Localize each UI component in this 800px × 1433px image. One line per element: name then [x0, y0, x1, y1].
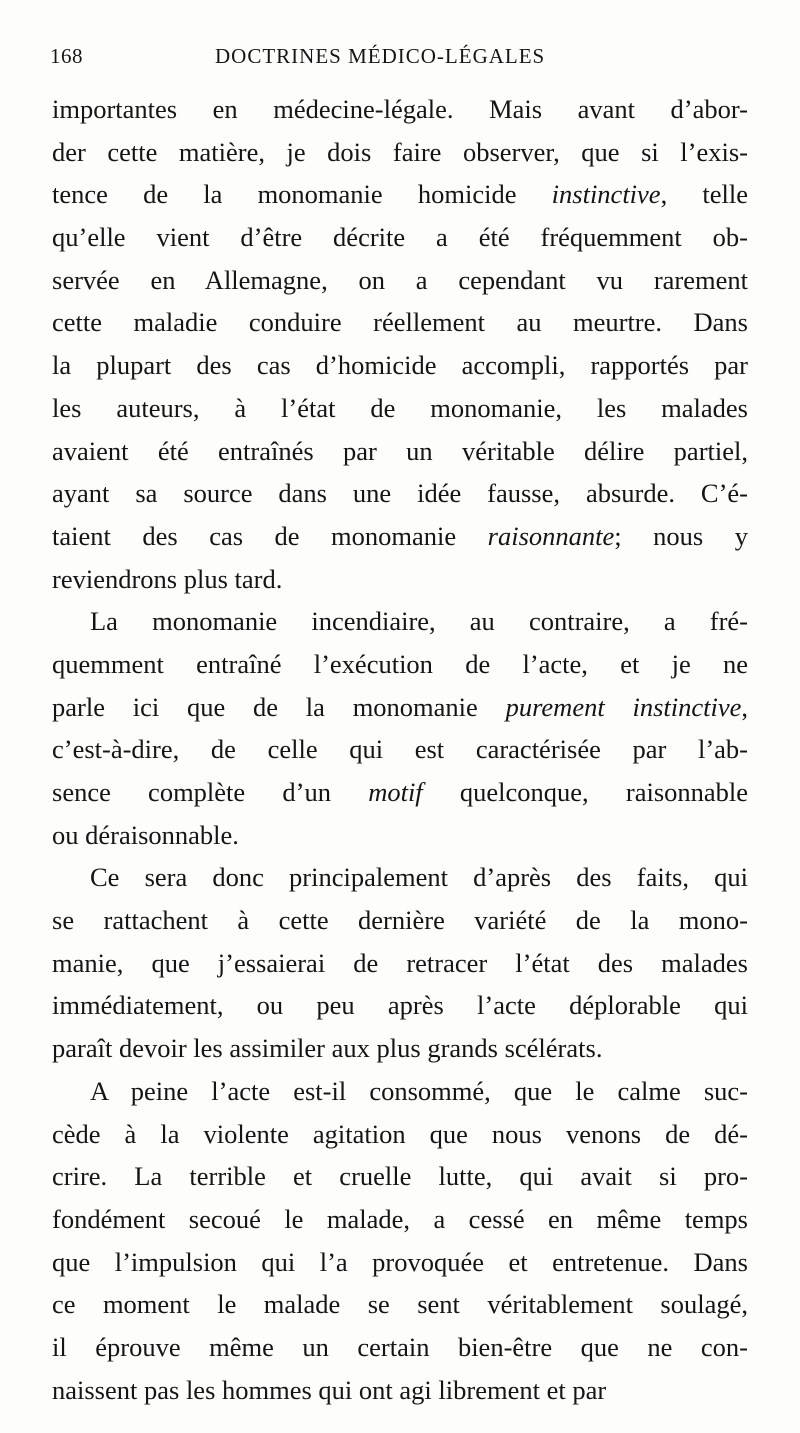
text-run: ,: [741, 691, 748, 722]
text-line: [52, 728, 748, 771]
text-run: cède à la violente agitation que nous venons de dé-: [52, 1118, 748, 1149]
text-run: servée en Allemagne, on a cependant vu rarement: [52, 264, 748, 295]
text-run: quelconque, raisonnable: [422, 777, 748, 807]
running-head: [50, 44, 750, 78]
text-run: se rattachent à cette dernière variété de la mono-: [52, 905, 748, 936]
text-run: ce moment le malade se sent véritablement soulagé,: [52, 1289, 748, 1320]
text-run: ayant sa source dans une idée fausse, absurde. C’é-: [52, 478, 748, 509]
text-run: qu’elle vient d’être décrite a été fréquemment ob-: [52, 222, 748, 253]
body-text: [52, 88, 748, 1411]
text-run: naissent pas les hommes qui ont agi librement et par: [52, 1374, 607, 1405]
text-line: [52, 814, 748, 857]
text-line: [52, 301, 748, 344]
italic-text: raisonnante: [487, 520, 615, 551]
text-line: [52, 472, 748, 515]
text-run: avaient été entraînés par un véritable délire partiel,: [52, 435, 748, 466]
text-line: [52, 643, 748, 686]
italic-text: motif: [368, 777, 423, 807]
text-run: crire. La terrible et cruelle lutte, qui avait si pro-: [52, 1161, 748, 1192]
text-run: il éprouve même un certain bien-être que ne con-: [52, 1331, 748, 1362]
text-line: [52, 1070, 748, 1113]
text-line: [52, 131, 748, 174]
text-run: taient des cas de monomanie: [52, 520, 488, 551]
text-line: [52, 899, 748, 942]
text-run: tence de la monomanie homicide: [52, 179, 552, 210]
text-line: [52, 1027, 748, 1070]
text-line: [52, 1283, 748, 1326]
text-line: [52, 856, 748, 899]
text-line: [52, 515, 748, 558]
text-run: A peine l’acte est-il consommé, que le calme suc-: [90, 1075, 748, 1106]
text-run: Ce sera donc principalement d’après des faits, qui: [90, 862, 748, 893]
text-line: [52, 216, 748, 259]
text-run: la plupart des cas d’homicide accompli, rapportés par: [52, 350, 748, 381]
text-line: [52, 686, 748, 729]
text-run: ; nous y: [614, 520, 748, 551]
text-line: [52, 259, 748, 302]
text-line: [52, 1198, 748, 1241]
text-line: [52, 1113, 748, 1156]
text-run: quemment entraîné l’exécution de l’acte, et je ne: [52, 648, 748, 679]
text-run: , telle: [660, 179, 748, 210]
text-run: importantes en médecine-légale. Mais avant d’abor-: [52, 94, 748, 124]
text-line: [52, 430, 748, 473]
text-line: [52, 1155, 748, 1198]
page-number: 168: [50, 44, 83, 68]
text-run: reviendrons plus tard.: [52, 563, 283, 594]
text-run: La monomanie incendiaire, au contraire, a fré-: [90, 606, 748, 637]
text-run: que l’impulsion qui l’a provoquée et entretenue. Dans: [52, 1246, 748, 1277]
text-run: cette maladie conduire réellement au meurtre. Dans: [52, 307, 748, 338]
text-run: fondément secoué le malade, a cessé en même temps: [52, 1203, 748, 1234]
text-line: [52, 1369, 748, 1412]
italic-text: instinctive: [551, 179, 661, 210]
text-run: manie, que j’essaierai de retracer l’état des malades: [52, 947, 748, 978]
text-line: [52, 942, 748, 985]
text-run: les auteurs, à l’état de monomanie, les malades: [52, 392, 748, 423]
text-run: immédiatement, ou peu après l’acte déplorable qui: [52, 990, 748, 1021]
text-line: [52, 387, 748, 430]
text-line: [52, 558, 748, 601]
page-heading: DOCTRINES MÉDICO-LÉGALES: [215, 44, 546, 68]
text-run: der cette matière, je dois faire observer, que si l’exis-: [52, 136, 748, 167]
text-line: [52, 173, 748, 216]
text-line: [52, 984, 748, 1027]
text-line: [52, 771, 748, 814]
text-line: [52, 600, 748, 643]
text-line: [52, 344, 748, 387]
italic-text: purement instinctive: [505, 691, 742, 722]
text-run: sence complète d’un: [52, 777, 369, 807]
text-run: paraît devoir les assimiler aux plus grands scélérats.: [52, 1033, 603, 1064]
text-run: ou déraisonnable.: [52, 819, 239, 850]
text-line: [52, 88, 748, 131]
text-run: parle ici que de la monomanie: [52, 691, 506, 722]
text-run: c’est-à-dire, de celle qui est caractérisée par l’ab-: [52, 734, 748, 765]
text-line: [52, 1326, 748, 1369]
text-line: [52, 1241, 748, 1284]
